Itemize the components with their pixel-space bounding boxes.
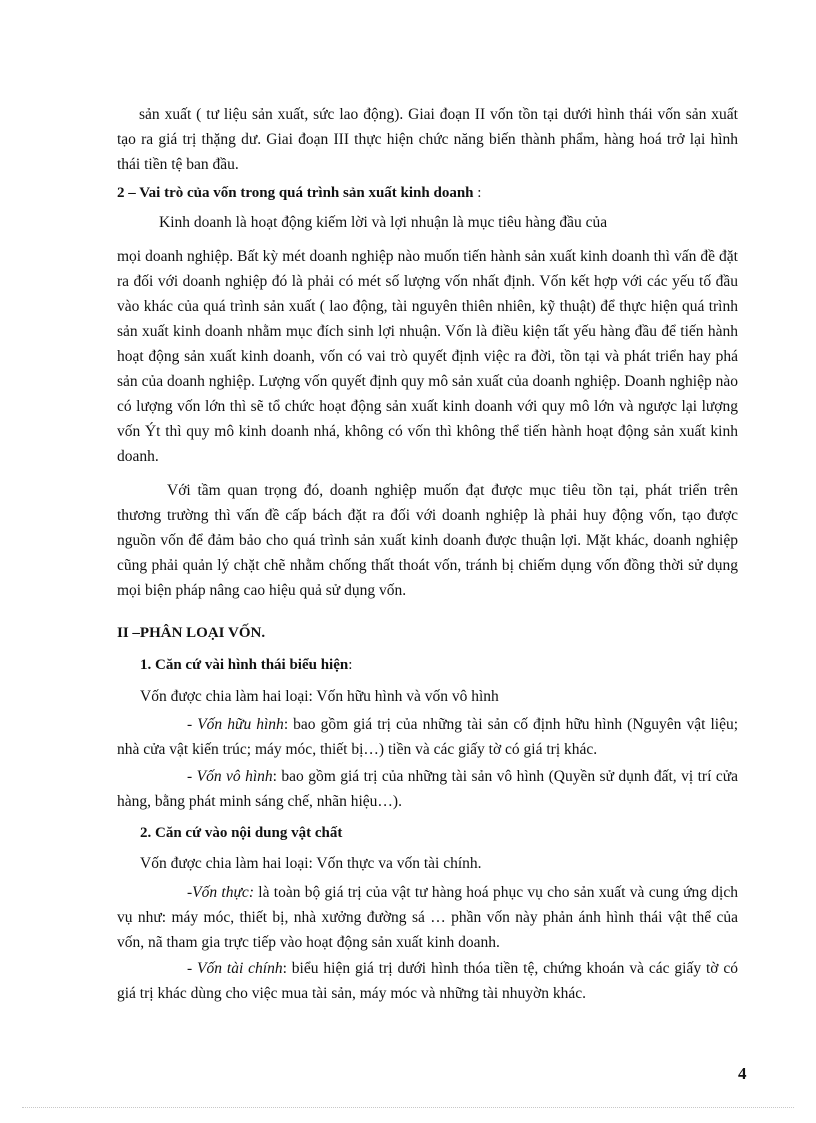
item-intangible-capital — [117, 764, 738, 814]
paragraph-business: mọi doanh nghiệp. Bất kỳ mét doanh nghiệp nào muốn tiến hành sản xuất kinh doanh thì vấn đề đặt ra đối với doanh nghiệp đó là phải có mét số lượng vốn nhất định. Vốn kết hợp với các yếu tố đầu vào khác của quá trình sản xuất ( lao động, tài nguyên thiên nhiên, kỹ thuật) để thực hiện quá trình sản xuất kinh doanh nhằm mục đích sinh lợi nhuận. Vốn là điều kiện tất yếu hàng đầu để tiến hành hoạt động sản xuất kinh doanh, vốn có vai trò quyết định việc ra đời, tồn tại và phát triển hay phá sản của doanh nghiệp. Lượng vốn quyết định quy mô sản xuất của doanh nghiệp. Doanh nghiệp nào có lượng vốn lớn thì sẽ tổ chức hoạt động sản xuất kinh doanh với quy mô lớn và ngược lại lượng vốn Ýt thì quy mô kinh doanh nhá, không có vốn thì không thể tiến hành hoạt động sản xuất kinh doanh. — [117, 248, 738, 465]
real-capital-text: là toàn bộ giá trị của vật tư hàng hoá phục vụ cho sản xuất và cung ứng dịch vụ như: máy móc, thiết bị, nhà xưởng đường sá … phần vốn này phản ánh hình thái vật thể của vốn, nã tham gia trực tiếp vào hoạt động sản xuất kinh doanh. — [117, 884, 738, 951]
intro-by-form: Vốn được chia làm hai loại: Vốn hữu hình và vốn vô hình — [140, 688, 499, 705]
subheading-by-form-text: 1. Căn cứ vài hình thái biểu hiện — [140, 657, 349, 673]
footer-divider — [22, 1107, 794, 1108]
page-number: 4 — [738, 1064, 747, 1083]
subheading-by-material: 2. Căn cứ vào nội dung vật chất — [140, 825, 343, 841]
paragraph-importance: Với tầm quan trọng đó, doanh nghiệp muốn đạt được mục tiêu tồn tại, phát triển trên thương trường thì vấn đề cấp bách đặt ra đối với doanh nghiệp là phải huy động vốn, tạo được nguồn vốn để đảm bảo cho quá trình sản xuất kinh doanh được thuận lợi. Mặt khác, doanh nghiệp cũng phải quản lý chặt chẽ nhằm chống thất thoát vốn, tránh bị chiếm dụng vốn đồng thời sử dụng mọi biện pháp nâng cao hiệu quả sử dụng vốn. — [117, 482, 738, 599]
financial-capital-text: : biểu hiện giá trị dưới hình thóa tiền tệ, chứng khoán và các giấy tờ có giá trị khác dùng cho việc mua tài sản, máy móc và những tài nhuyờn khác. — [117, 960, 738, 1002]
subheading-by-form-suffix: : — [348, 657, 353, 673]
tangible-label: - Vốn hữu hình — [187, 716, 284, 733]
item-financial-capital — [117, 956, 738, 1006]
financial-capital-label: - Vốn tài chính — [187, 960, 283, 977]
heading-role-text: 2 – Vai trò của vốn trong quá trình sản xuất kinh doanh — [117, 185, 474, 201]
real-capital-label: -Vốn thực: — [187, 884, 254, 901]
intangible-label: - Vốn vô hình — [187, 768, 273, 785]
paragraph-stages: sản xuất ( tư liệu sản xuất, sức lao động). Giai đoạn II vốn tồn tại dưới hình thái vốn sản xuất tạo ra giá trị thặng dư. Giai đoạn III thực hiện chức năng biến thành phẩm, hàng hoá trở lại hình thái tiền tệ ban đầu. — [117, 106, 738, 173]
intangible-text: : bao gồm giá trị của những tài sản vô hình (Quyền sử dụnh đất, vị trí cửa hàng, bằng phát minh sáng chế, nhãn hiệu…). — [117, 768, 738, 810]
tangible-text: : bao gồm giá trị của những tài sản cố định hữu hình (Nguyên vật liệu; nhà cửa vật kiến trúc; máy móc, thiết bị…) tiền và các giấy tờ có giá trị khác. — [117, 716, 738, 758]
paragraph-business-first-line: Kinh doanh là hoạt động kiếm lời và lợi nhuận là mục tiêu hàng đầu của — [159, 214, 608, 231]
item-real-capital — [117, 880, 738, 955]
intro-by-material: Vốn được chia làm hai loại: Vốn thực va vốn tài chính. — [140, 855, 482, 872]
heading-role-of-capital — [117, 182, 481, 204]
section-title-classification: II –PHÂN LOẠI VỐN. — [117, 625, 266, 641]
subheading-by-form — [140, 654, 352, 676]
item-tangible-capital — [117, 712, 738, 762]
heading-role-suffix: : — [473, 185, 482, 201]
